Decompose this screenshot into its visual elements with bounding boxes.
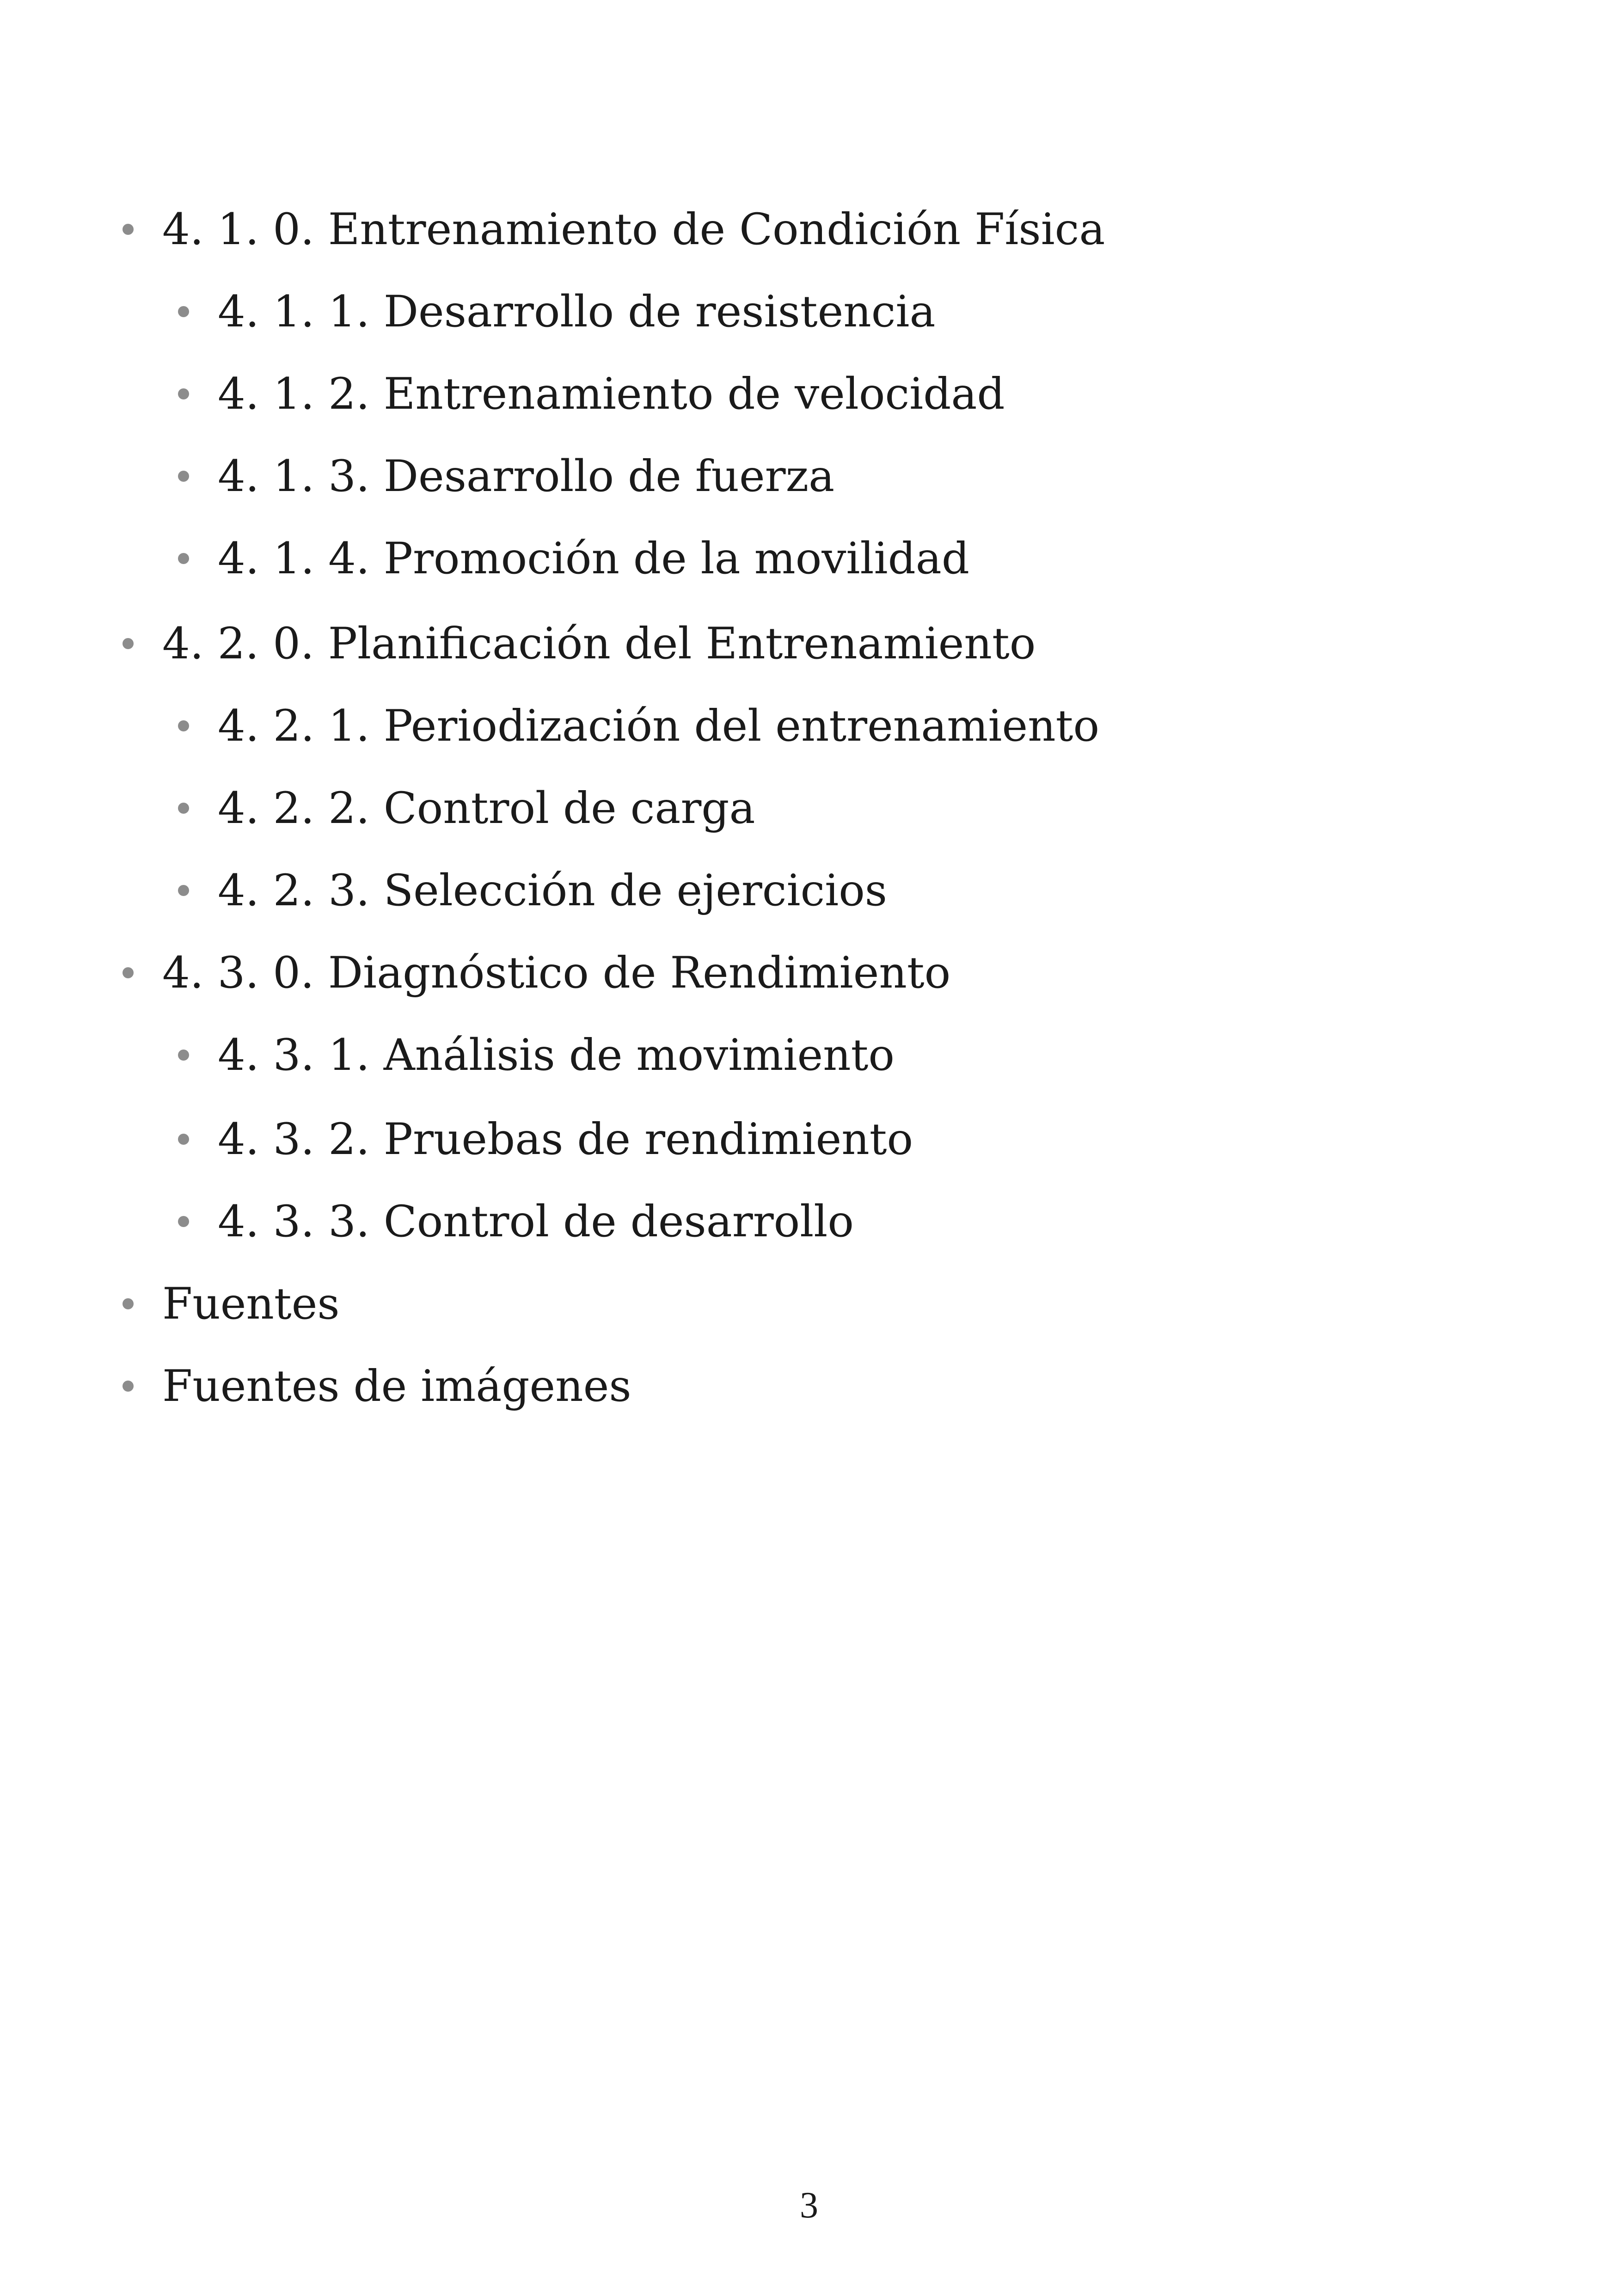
toc-entry-text: 4. 1. 0. Entrenamiento de Condición Física bbox=[162, 204, 1105, 255]
toc-entry[interactable] bbox=[123, 1352, 631, 1421]
bullet-icon bbox=[178, 885, 189, 896]
bullet-icon bbox=[178, 553, 189, 564]
toc-entry-text: 4. 2. 1. Periodización del entrenamiento bbox=[218, 701, 1100, 751]
toc-entry-text: 4. 2. 3. Selección de ejercicios bbox=[218, 866, 888, 916]
bullet-icon bbox=[123, 1298, 134, 1309]
bullet-icon bbox=[178, 1216, 189, 1227]
toc-entry[interactable] bbox=[178, 277, 936, 347]
toc-entry-text: 4. 3. 2. Pruebas de rendimiento bbox=[218, 1114, 913, 1165]
toc-entry[interactable] bbox=[178, 774, 755, 843]
toc-entry[interactable] bbox=[178, 1187, 854, 1257]
toc-entry-text: 4. 2. 2. Control de carga bbox=[218, 783, 755, 834]
toc-entry[interactable] bbox=[123, 609, 1036, 679]
bullet-icon bbox=[178, 720, 189, 731]
toc-entry[interactable] bbox=[178, 692, 1099, 761]
toc-entry-text: 4. 3. 0. Diagnóstico de Rendimiento bbox=[162, 948, 951, 998]
bullet-icon bbox=[123, 1381, 134, 1392]
toc-entry-text: 4. 3. 1. Análisis de movimiento bbox=[218, 1030, 895, 1080]
toc-entry-text: 4. 1. 2. Entrenamiento de velocidad bbox=[218, 369, 1005, 419]
bullet-icon bbox=[178, 471, 189, 482]
bullet-icon bbox=[178, 388, 189, 399]
toc-entry[interactable] bbox=[178, 524, 969, 594]
toc-entry[interactable] bbox=[123, 939, 950, 1008]
toc-entry-text: Fuentes de imágenes bbox=[162, 1361, 631, 1412]
bullet-icon bbox=[178, 803, 189, 814]
bullet-icon bbox=[178, 306, 189, 317]
toc-entry[interactable] bbox=[123, 195, 1105, 264]
page-number: 3 bbox=[800, 2185, 818, 2226]
toc-entry-text: 4. 2. 0. Planificación del Entrenamiento bbox=[162, 619, 1036, 669]
toc-entry[interactable] bbox=[178, 360, 1005, 429]
toc-entry-text: Fuentes bbox=[162, 1279, 340, 1329]
bullet-icon bbox=[123, 638, 134, 649]
bullet-icon bbox=[123, 224, 134, 235]
toc-entry-text: 4. 1. 3. Desarrollo de fuerza bbox=[218, 451, 835, 502]
toc-entry-text: 4. 3. 3. Control de desarrollo bbox=[218, 1197, 854, 1247]
toc-entry[interactable] bbox=[123, 1270, 340, 1339]
toc-entry[interactable] bbox=[178, 1021, 895, 1090]
bullet-icon bbox=[178, 1050, 189, 1061]
bullet-icon bbox=[123, 967, 134, 978]
bullet-icon bbox=[178, 1134, 189, 1145]
toc-entry-text: 4. 1. 4. Promoción de la movilidad bbox=[218, 534, 969, 584]
toc-entry[interactable] bbox=[178, 856, 887, 926]
toc-entry-text: 4. 1. 1. Desarrollo de resistencia bbox=[218, 287, 936, 337]
toc-entry[interactable] bbox=[178, 442, 834, 511]
toc-entry[interactable] bbox=[178, 1105, 913, 1174]
